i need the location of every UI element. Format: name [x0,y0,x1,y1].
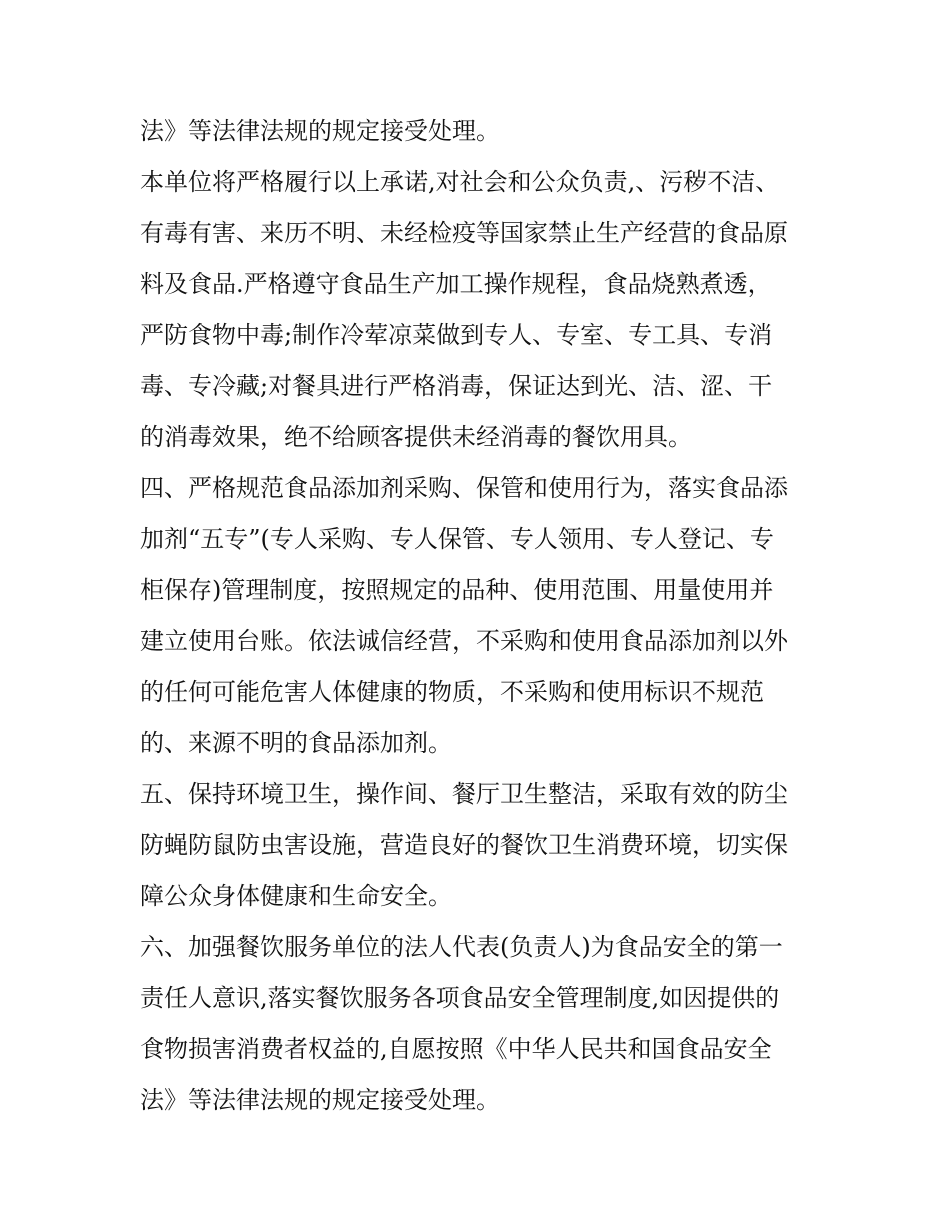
text-line: 加剂“五专”(专人采购、专人保管、专人领用、专人登记、专 [140,525,774,553]
text-line: 有毒有害、来历不明、未经检疫等国家禁止生产经营的食品原 [140,219,788,247]
text-line: 四、严格规范食品添加剂采购、保管和使用行为，落实食品添 [140,474,788,502]
text-line: 柜保存)管理制度，按照规定的品种、使用范围、用量使用并 [140,576,774,604]
text-line: 料及食品.严格遵守食品生产加工操作规程，食品烧熟煮透， [140,270,772,298]
text-line: 障公众身体健康和生命安全。 [140,882,452,910]
text-line: 法》等法律法规的规定接受处理。 [140,117,500,145]
text-line: 的、来源不明的食品添加剂。 [140,729,452,757]
text-line: 法》等法律法规的规定接受处理。 [140,1086,500,1114]
text-line: 毒、专冷藏;对餐具进行严格消毒，保证达到光、洁、涩、干 [140,372,773,400]
text-line: 本单位将严格履行以上承诺,对社会和公众负责,、污秽不洁、 [140,168,780,196]
text-line: 责任人意识,落实餐饮服务各项食品安全管理制度,如因提供的 [140,984,780,1012]
text-line: 食物损害消费者权益的,自愿按照《中华人民共和国食品安全 [140,1035,772,1063]
text-line: 的消毒效果，绝不给顾客提供未经消毒的餐饮用具。 [140,423,692,451]
text-line: 五、保持环境卫生，操作间、餐厅卫生整洁，采取有效的防尘 [140,780,788,808]
text-line: 严防食物中毒;制作冷荤凉菜做到专人、专室、专工具、专消 [140,321,773,349]
text-line: 的任何可能危害人体健康的物质，不采购和使用标识不规范 [140,678,764,706]
document-body [140,106,820,1126]
text-line: 防蝇防鼠防虫害设施，营造良好的餐饮卫生消费环境，切实保 [140,831,788,859]
text-line: 六、加强餐饮服务单位的法人代表(负责人)为食品安全的第一 [140,933,783,961]
text-line: 建立使用台账。依法诚信经营，不采购和使用食品添加剂以外 [140,627,788,655]
